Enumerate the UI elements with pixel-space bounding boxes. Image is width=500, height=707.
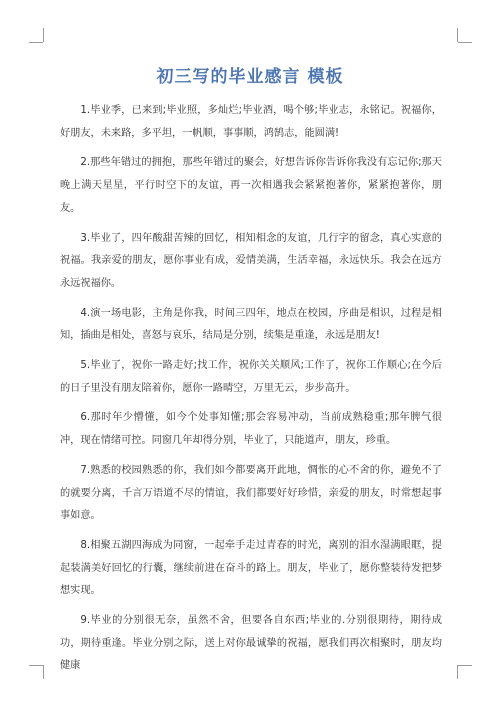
- paragraph: 5.毕业了，祝你一路走好;找工作，祝你关关顺风;工作了，祝你工作顺心;在今后的日子里没有朋友陪着你，愿你一路晴空，万里无云，步步高升。: [60, 360, 442, 394]
- crop-mark-bottom-left: [43, 665, 44, 679]
- crop-mark-top-right: [457, 28, 458, 42]
- paragraph: 3.毕业了，四年酸甜苦辣的回忆，相知相念的友谊，几行字的留念，真心实意的祝福。我亲爱的朋友，愿你事业有成，爱情美满，生活幸福，永远快乐。我会在远方永远祝福你。: [60, 232, 442, 289]
- paragraph: 1.毕业季，已来到;毕业照，多灿烂;毕业酒，喝个够;毕业志，永铭记。祝福你，好朋友，未来路，多平坦，一帆顺，事事顺，鸿鹄志，能圆满!: [60, 105, 442, 139]
- paragraph: 6.那时年少懵懂，如今个处事知懂;那会容易冲动，当前成熟稳重;那年脾气很冲，现在情绪可控。同窗几年却得分别，毕业了，只能道声，朋友，珍重。: [60, 412, 442, 447]
- crop-mark-bottom-right: [458, 665, 472, 666]
- crop-mark-top-right: [458, 42, 472, 43]
- document-body: [60, 100, 442, 685]
- paragraph: 8.相聚五湖四海成为同窗，一起牵手走过青春的时光，离别的泪水湿满眼眶，提起装满美好回忆的行囊，继续前进在奋斗的路上。朋友，毕业了，愿你整装待发把梦想实现。: [60, 539, 442, 597]
- crop-mark-top-left: [43, 28, 44, 42]
- document-title: 初三写的毕业感言 模板: [156, 67, 344, 87]
- paragraph: 2.那些年错过的拥抱，那些年错过的聚会，好想告诉你告诉你我没有忘记你;那天晚上满天星星，平行时空下的友谊，再一次相遇我会紧紧抱著你，紧紧抱著你，朋友。: [60, 157, 442, 214]
- paragraph: 9.毕业的分别很无奈，虽然不舍，但要各自东西;毕业的.分别很期待，期待成功，期待重逢。毕业分别之际，送上对你最诚挚的祝福，愿我们再次相聚时，朋友均健康: [60, 615, 442, 672]
- crop-mark-bottom-left: [29, 665, 43, 666]
- paragraph: 4.演一场电影，主角是你我，时间三四年，地点在校园，序曲是相识，过程是相知，插曲是相处，喜怒与哀乐，结局是分别，续集是重逢，永远是朋友!: [60, 307, 442, 342]
- paragraph: 7.熟悉的校园熟悉的你，我们如今都要离开此地，惆怅的心不舍的你，避免不了的就要分离，千言万语道不尽的情谊，我们都要好好珍惜，亲爱的朋友，时常想起事事如意。: [60, 464, 442, 522]
- crop-mark-top-left: [29, 42, 43, 43]
- crop-mark-bottom-right: [457, 665, 458, 679]
